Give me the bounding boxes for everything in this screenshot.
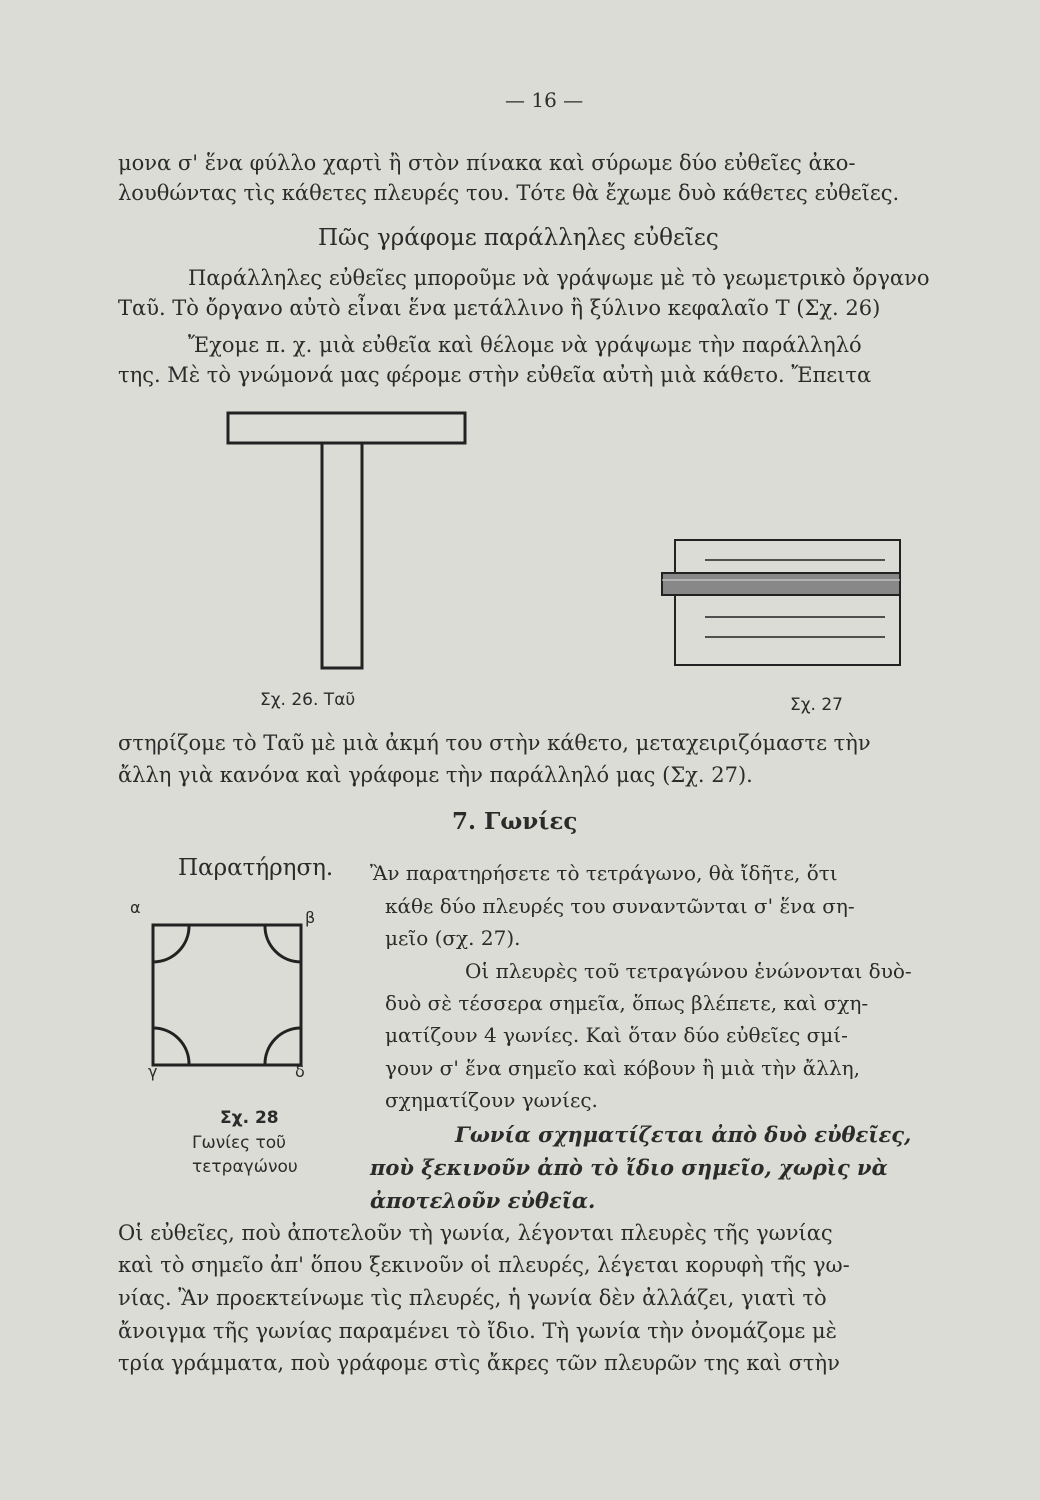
angles-line-5: δυὸ σὲ τέσσερα σημεῖα, ὅπως βλέπετε, καὶ σχη- [385, 991, 869, 1015]
vertex-label-c: γ [148, 1062, 158, 1081]
fig27-caption: Σχ. 27 [790, 695, 844, 715]
angle-arc-a [153, 925, 189, 962]
section-heading-angles: 7. Γωνίες [452, 808, 578, 835]
vertex-label-b: β [305, 908, 316, 927]
t-square-figure [225, 410, 475, 680]
square-outline [153, 925, 301, 1065]
angle-arc-c [153, 1028, 189, 1065]
parallel-line-1: Παράλληλες εὐθεῖες μποροῦμε νὰ γράψωμε μὲ τὸ γεωμετρικὸ ὄργανο [188, 266, 930, 290]
angles-line-2: κάθε δύο πλευρές του συναντῶνται σ' ἕνα ση- [385, 894, 855, 918]
final-line-4: ἄνοιγμα τῆς γωνίας παραμένει τὸ ἴδιο. Τὴ γωνία τὴν ὀνομάζομε μὲ [118, 1319, 837, 1343]
square-angles-figure [125, 900, 325, 1080]
angles-line-4: Οἱ πλευρὲς τοῦ τετραγώνου ἑνώνονται δυὸ- [465, 959, 912, 983]
definition-line-1: Γωνία σχηματίζεται ἀπὸ δυὸ εὐθεῖες, [455, 1122, 912, 1147]
parallel-ruler-figure [660, 535, 910, 670]
final-line-3: νίας. Ἂν προεκτείνωμε τὶς πλευρές, ἡ γωνία δὲν ἀλλάζει, γιατὶ τὸ [118, 1286, 827, 1310]
fig28-caption-line-1: Γωνίες τοῦ [192, 1133, 286, 1153]
fig28-caption-num: Σχ. 28 [220, 1108, 279, 1128]
vertex-label-d: δ [295, 1062, 305, 1081]
after-fig-line-2: ἄλλη γιὰ κανόνα καὶ γράφομε τὴν παράλληλό μας (Σχ. 27). [118, 763, 753, 787]
parallel-line-3: Ἔχομε π. χ. μιὰ εὐθεῖα καὶ θέλομε νὰ γράψωμε τὴν παράλληλό [188, 333, 862, 357]
fig26-caption: Σχ. 26. Ταῦ [260, 690, 356, 710]
angles-line-8: σχηματίζουν γωνίες. [385, 1088, 598, 1112]
intro-line-2: λουθώντας τὶς κάθετες πλευρές του. Τότε θὰ ἔχωμε δυὸ κάθετες εὐθεῖες. [118, 181, 900, 205]
page-number: — 16 — [505, 88, 584, 112]
angles-line-6: ματίζουν 4 γωνίες. Καὶ ὅταν δύο εὐθεῖες σμί- [385, 1023, 848, 1047]
final-line-1: Οἱ εὐθεῖες, ποὺ ἀποτελοῦν τὴ γωνία, λέγονται πλευρὲς τῆς γωνίας [118, 1221, 833, 1245]
parallel-line-4: της. Μὲ τὸ γνώμονά μας φέρομε στὴν εὐθεῖα αὐτὴ μιὰ κάθετο. Ἔπειτα [118, 363, 872, 387]
vertex-label-a: α [130, 898, 141, 917]
section-heading-parallel: Πῶς γράφομε παράλληλες εὐθεῖες [318, 225, 719, 251]
definition-line-2: ποὺ ξεκινοῦν ἀπὸ τὸ ἴδιο σημεῖο, χωρὶς νὰ [370, 1155, 888, 1180]
final-line-2: καὶ τὸ σημεῖο ἀπ' ὅπου ξεκινοῦν οἱ πλευρές, λέγεται κορυφὴ τῆς γω- [118, 1253, 850, 1277]
observation-label: Παρατήρηση. [178, 855, 334, 881]
angle-arc-d [265, 1028, 301, 1065]
intro-line-1: μονα σ' ἕνα φύλλο χαρτὶ ἢ στὸν πίνακα καὶ σύρωμε δύο εὐθεῖες ἀκο- [118, 151, 856, 175]
t-square-head [228, 413, 465, 443]
angles-line-3: μεῖο (σχ. 27). [385, 926, 521, 950]
paper-outline [675, 540, 900, 665]
final-line-5: τρία γράμματα, ποὺ γράφομε στὶς ἄκρες τῶν πλευρῶν της καὶ στὴν [118, 1351, 840, 1375]
angle-arc-b [265, 925, 301, 962]
ruler-bar [662, 573, 900, 595]
parallel-line-2: Ταῦ. Τὸ ὄργανο αὐτὸ εἶναι ἕνα μετάλλινο ἢ ξύλινο κεφαλαῖο Τ (Σχ. 26) [118, 296, 881, 320]
angles-line-7: γουν σ' ἕνα σημεῖο καὶ κόβουν ἢ μιὰ τὴν ἄλλη, [385, 1056, 860, 1080]
after-fig-line-1: στηρίζομε τὸ Ταῦ μὲ μιὰ ἀκμή του στὴν κάθετο, μεταχειριζόμαστε τὴν [118, 731, 871, 755]
t-square-blade [322, 443, 362, 668]
angles-line-1: Ἂν παρατηρήσετε τὸ τετράγωνο, θὰ ἴδῆτε, ὅτι [370, 861, 838, 885]
fig28-caption-line-2: τετραγώνου [192, 1157, 298, 1177]
definition-line-3: ἀποτελοῦν εὐθεῖα. [370, 1188, 596, 1213]
